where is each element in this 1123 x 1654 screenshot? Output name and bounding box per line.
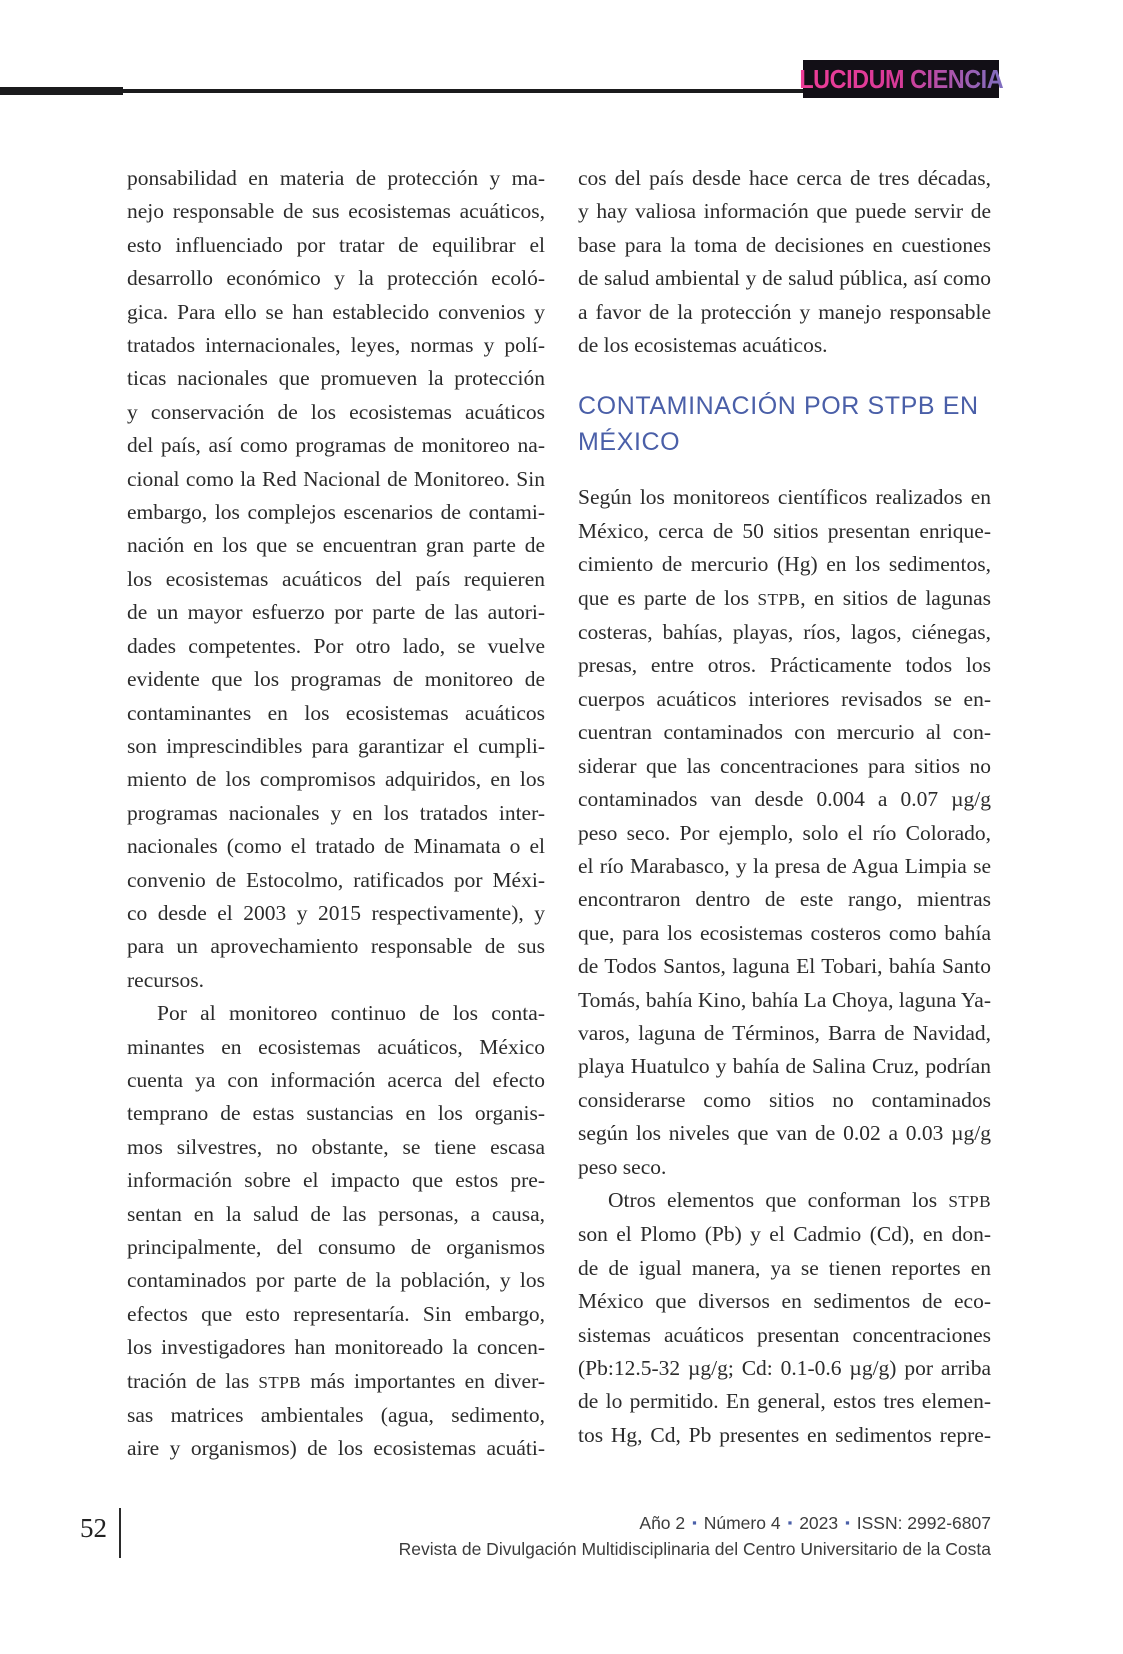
text-line: México, cerca de 50 sitios presentan enrique- (578, 518, 991, 543)
smallcaps-acronym: STPB (757, 589, 801, 609)
text-line: nejo responsable de sus ecosistemas acuáticos, (127, 199, 545, 224)
text-line: que, para los ecosistemas costeros como bahía (578, 920, 991, 945)
issue-segment: Número 4 (703, 1513, 781, 1533)
text-line: peso seco. Por ejemplo, solo el río Colorado, (578, 820, 991, 845)
text-line: y conservación de los ecosistemas acuáticos (127, 399, 545, 424)
text-line: miento de los compromisos adquiridos, en los (127, 767, 545, 792)
journal-logo (799, 60, 1003, 98)
text-line: información sobre el impacto que estos pre- (127, 1168, 545, 1193)
text-line: cuerpos acuáticos interiores revisados se en- (578, 686, 991, 711)
text-line: Tomás, bahía Kino, bahía La Choya, laguna Ya- (578, 987, 991, 1012)
text-line: playa Huatulco y bahía de Salina Cruz, podrían (578, 1054, 991, 1079)
text-line: de los ecosistemas acuáticos. (578, 333, 828, 358)
text-line: de un mayor esfuerzo por parte de las autori- (127, 600, 545, 625)
issue-segment: 2023 (799, 1513, 839, 1533)
text-line: tratados internacionales, leyes, normas y polí- (127, 333, 545, 358)
text-line: del país, así como programas de monitoreo na- (127, 433, 545, 458)
text-line: de Todos Santos, laguna El Tobari, bahía Santo (578, 954, 991, 979)
text-line: convenio de Estocolmo, ratificados por Méxi- (127, 867, 545, 892)
text-line: México que diversos en sedimentos de eco- (578, 1289, 991, 1314)
text-line: a favor de la protección y manejo responsable (578, 299, 991, 324)
text-line: sas matrices ambientales (agua, sedimento, (127, 1403, 545, 1428)
text-line: aire y organismos) de los ecosistemas acuáti- (127, 1436, 545, 1461)
text-line: para un aprovechamiento responsable de sus (127, 934, 545, 959)
text-line: Por al monitoreo continuo de los conta- (157, 1001, 545, 1026)
column-right (578, 162, 991, 1466)
text-line: los ecosistemas acuáticos del país requieren (127, 566, 545, 591)
text-line: Según los monitoreos científicos realizados en (578, 485, 991, 510)
text-line: ticas nacionales que promueven la protección (127, 366, 545, 391)
text-line: contaminados van desde 0.004 a 0.07 µg/g (578, 787, 991, 812)
text-line: de de igual manera, ya se tienen reportes en (578, 1255, 991, 1280)
article-body (127, 162, 991, 1466)
text-line: cuenta ya con información acerca del efecto (127, 1067, 545, 1092)
section-heading (578, 388, 991, 460)
paragraph (127, 162, 545, 997)
text-line: programas nacionales y en los tratados inter- (127, 800, 545, 825)
issue-info (399, 1511, 991, 1537)
separator-square: ▪ (787, 1515, 793, 1530)
page-number-divider (119, 1508, 121, 1558)
section-heading-line: MÉXICO (578, 428, 681, 457)
text-line: varos, laguna de Términos, Barra de Navidad, (578, 1020, 991, 1045)
text-line: cional como la Red Nacional de Monitoreo. Sin (127, 466, 545, 491)
text-line: de lo permitido. En general, estos tres elemen- (578, 1389, 991, 1414)
text-line: minantes en ecosistemas acuáticos, México (127, 1034, 545, 1059)
text-line: sentan en la salud de las personas, a causa, (127, 1201, 545, 1226)
text-line: y hay valiosa información que puede servir de (578, 199, 991, 224)
text-line: dades competentes. Por otro lado, se vuelve (127, 633, 545, 658)
text-line: que es parte de los STPB, en sitios de lagunas (578, 585, 992, 610)
journal-logo-text: LUCIDUM CIENCIA (799, 64, 1003, 94)
text-line: siderar que las concentraciones para sitios no (578, 753, 991, 778)
column-left (127, 162, 545, 1466)
issue-segment: ISSN: 2992-6807 (856, 1513, 991, 1533)
text-line: sistemas acuáticos presentan concentraciones (578, 1322, 991, 1347)
text-line: (Pb:12.5-32 µg/g; Cd: 0.1-0.6 µg/g) por arriba (578, 1356, 991, 1380)
text-line: contaminantes en los ecosistemas acuáticos (127, 700, 545, 725)
paragraph (578, 1184, 991, 1452)
separator-square: ▪ (692, 1515, 697, 1530)
text-line: base para la toma de decisiones en cuestiones (578, 232, 991, 257)
paragraph (127, 997, 545, 1466)
text-line: son imprescindibles para garantizar el cumpli- (127, 733, 545, 758)
text-line: nacionales (como el tratado de Minamata o el (127, 834, 545, 859)
text-line: contaminados por parte de la población, y los (127, 1268, 545, 1293)
text-line: los investigadores han monitoreado la concen- (127, 1335, 545, 1360)
smallcaps-acronym: STPB (948, 1191, 991, 1211)
text-line: cimiento de mercurio (Hg) en los sedimentos, (578, 552, 991, 577)
separator-square: ▪ (845, 1515, 850, 1530)
text-line: esto influenciado por tratar de equilibrar el (127, 232, 545, 257)
text-line: embargo, los complejos escenarios de contami- (127, 500, 545, 525)
text-line: peso seco. (578, 1154, 667, 1179)
text-line: presas, entre otros. Prácticamente todos los (578, 653, 991, 678)
text-line: el río Marabasco, y la presa de Agua Limpia se (578, 853, 991, 878)
text-line: desarrollo económico y la protección ecoló- (127, 266, 545, 291)
smallcaps-acronym: STPB (258, 1372, 302, 1392)
journal-name: Revista de Divulgación Multidisciplinaria del Centro Universitario de la Costa (398, 1539, 991, 1559)
text-line: principalmente, del consumo de organismos (127, 1235, 545, 1259)
text-line: ponsabilidad en materia de protección y ma- (127, 166, 545, 190)
text-line: gica. Para ello se han establecido convenios y (127, 299, 545, 324)
section-heading-line: CONTAMINACIÓN POR STPB EN (578, 392, 979, 421)
page-number: 52 (80, 1513, 107, 1543)
issue-segment: Año 2 (639, 1513, 686, 1533)
header-rule (0, 89, 806, 93)
text-line: evidente que los programas de monitoreo de (127, 667, 545, 692)
text-line: cos del país desde hace cerca de tres décadas, (578, 166, 991, 190)
text-line: según los niveles que van de 0.02 a 0.03 µg/g (578, 1121, 991, 1146)
footer-info (399, 1511, 991, 1562)
text-line: nación en los que se encuentran gran parte de (127, 533, 545, 558)
paragraph (578, 162, 991, 362)
text-line: de salud ambiental y de salud pública, así como (578, 266, 991, 291)
text-line: mos silvestres, no obstante, se tiene escasa (127, 1134, 545, 1159)
text-line: cuentran contaminados con mercurio al con- (578, 720, 991, 745)
text-line: recursos. (127, 967, 205, 992)
text-line: tos Hg, Cd, Pb presentes en sedimentos repre- (578, 1422, 991, 1447)
text-line: encontraron dentro de este rango, mientras (578, 887, 991, 912)
text-line: son el Plomo (Pb) y el Cadmio (Cd), en don- (578, 1222, 991, 1247)
paragraph (578, 481, 991, 1184)
text-line: temprano de estas sustancias en los organis- (127, 1101, 545, 1126)
text-line: considerarse como sitios no contaminados (578, 1087, 991, 1112)
text-line: Otros elementos que conforman los STPB (608, 1187, 991, 1212)
text-line: co desde el 2003 y 2015 respectivamente), y (127, 900, 545, 925)
text-line: efectos que esto representaría. Sin embargo, (127, 1301, 545, 1326)
text-line: costeras, bahías, playas, ríos, lagos, ciénegas, (578, 620, 991, 645)
text-line: tración de las STPB más importantes en diver- (127, 1368, 545, 1393)
